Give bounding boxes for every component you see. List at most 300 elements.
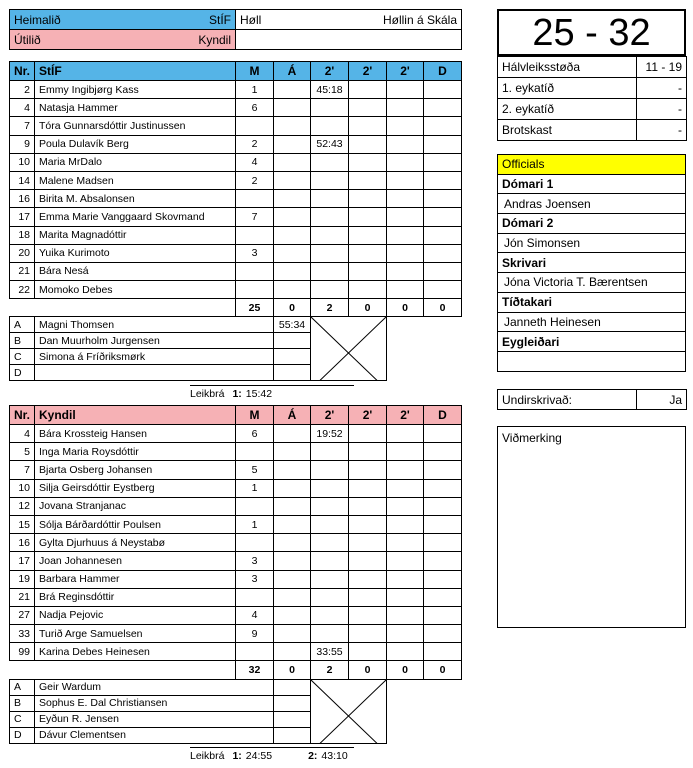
player-row xyxy=(10,117,462,135)
score-details-table xyxy=(497,56,687,141)
player-warning xyxy=(274,226,311,244)
player-suspension-2 xyxy=(349,226,387,244)
score-row xyxy=(498,120,687,141)
official-warning: 55:34 xyxy=(274,317,311,333)
player-number: 16 xyxy=(10,190,35,208)
player-suspension-1 xyxy=(311,461,349,479)
score-row xyxy=(498,78,687,99)
player-suspension-2 xyxy=(349,171,387,189)
officials-title: Officials xyxy=(498,155,686,175)
player-suspension-1 xyxy=(311,625,349,643)
player-goals: 1 xyxy=(236,515,274,533)
player-suspension-2 xyxy=(349,497,387,515)
player-suspension-2 xyxy=(349,135,387,153)
player-goals xyxy=(236,643,274,661)
match-header xyxy=(9,9,462,50)
player-name: Nadja Pejovic xyxy=(35,606,236,624)
player-suspension-1 xyxy=(311,443,349,461)
col-disqualification-header: D xyxy=(424,406,462,425)
team-official-row xyxy=(10,679,462,695)
player-number: 5 xyxy=(10,443,35,461)
official-code: B xyxy=(10,333,35,349)
player-suspension-3 xyxy=(387,552,424,570)
player-suspension-3 xyxy=(387,625,424,643)
player-suspension-3 xyxy=(387,244,424,262)
player-warning xyxy=(274,497,311,515)
player-goals: 3 xyxy=(236,570,274,588)
blank-area xyxy=(387,317,462,381)
player-suspension-3 xyxy=(387,643,424,661)
score-row-label: Hálvleiksstøða xyxy=(498,57,637,78)
venue-label: Høll xyxy=(240,12,262,27)
player-name: Bára Nesá xyxy=(35,262,236,280)
player-number: 33 xyxy=(10,625,35,643)
player-goals xyxy=(236,443,274,461)
player-number: 22 xyxy=(10,281,35,299)
away-team-name: Kyndil xyxy=(198,32,231,47)
player-disqualification xyxy=(424,570,462,588)
total-a: 0 xyxy=(274,299,311,317)
player-disqualification xyxy=(424,135,462,153)
cross-mark-icon xyxy=(311,680,386,744)
player-name: Gylta Djurhuus á Neystabø xyxy=(35,534,236,552)
player-disqualification xyxy=(424,153,462,171)
player-suspension-3 xyxy=(387,588,424,606)
player-number: 14 xyxy=(10,171,35,189)
score-row-label: Brotskast xyxy=(498,120,637,141)
player-row xyxy=(10,226,462,244)
player-suspension-1 xyxy=(311,281,349,299)
venue-name: Høllin á Skála xyxy=(382,12,457,27)
official-name: Magni Thomsen xyxy=(35,317,274,333)
col-suspension1-header: 2' xyxy=(311,406,349,425)
col-goals-header: M xyxy=(236,406,274,425)
crossed-out-box xyxy=(311,317,387,381)
player-name: Emma Marie Vanggaard Skovmand xyxy=(35,208,236,226)
total-m: 25 xyxy=(236,299,274,317)
player-suspension-3 xyxy=(387,425,424,443)
player-disqualification xyxy=(424,208,462,226)
official-person: Andras Joensen xyxy=(498,194,686,214)
col-suspension2-header: 2' xyxy=(349,406,387,425)
player-warning xyxy=(274,479,311,497)
player-row xyxy=(10,515,462,533)
player-name: Maria MrDalo xyxy=(35,153,236,171)
total-m: 32 xyxy=(236,661,274,679)
player-number: 4 xyxy=(10,425,35,443)
player-number: 10 xyxy=(10,479,35,497)
player-row xyxy=(10,135,462,153)
col-suspension1-header: 2' xyxy=(311,62,349,81)
player-row xyxy=(10,281,462,299)
total-s: 2 xyxy=(311,299,349,317)
col-suspension2-header: 2' xyxy=(349,62,387,81)
player-suspension-3 xyxy=(387,461,424,479)
player-warning xyxy=(274,117,311,135)
home-team-name: StÍF xyxy=(208,12,231,27)
player-number: 16 xyxy=(10,534,35,552)
player-disqualification xyxy=(424,425,462,443)
player-suspension-2 xyxy=(349,570,387,588)
official-code: C xyxy=(10,711,35,727)
player-goals: 2 xyxy=(236,135,274,153)
player-disqualification xyxy=(424,534,462,552)
player-suspension-1 xyxy=(311,190,349,208)
official-code: A xyxy=(10,317,35,333)
score-row-value: - xyxy=(637,120,687,141)
player-disqualification xyxy=(424,262,462,280)
player-disqualification xyxy=(424,171,462,189)
player-warning xyxy=(274,552,311,570)
player-suspension-1 xyxy=(311,226,349,244)
player-disqualification xyxy=(424,479,462,497)
player-name: Momoko Debes xyxy=(35,281,236,299)
player-suspension-1 xyxy=(311,515,349,533)
player-row xyxy=(10,497,462,515)
player-suspension-1 xyxy=(311,208,349,226)
col-suspension3-header: 2' xyxy=(387,406,424,425)
player-warning xyxy=(274,190,311,208)
col-nr-header: Nr. xyxy=(10,406,35,425)
player-row xyxy=(10,643,462,661)
player-name: Brá Reginsdóttir xyxy=(35,588,236,606)
player-row xyxy=(10,425,462,443)
player-warning xyxy=(274,570,311,588)
player-warning xyxy=(274,461,311,479)
col-warning-header: Á xyxy=(274,406,311,425)
crossed-out-box xyxy=(311,679,387,743)
player-number: 17 xyxy=(10,208,35,226)
player-disqualification xyxy=(424,81,462,99)
official-code: C xyxy=(10,349,35,365)
player-suspension-3 xyxy=(387,497,424,515)
away-timeouts xyxy=(190,747,354,762)
total-d: 0 xyxy=(424,661,462,679)
official-warning xyxy=(274,727,311,743)
timeout-label: Leikbrá xyxy=(190,749,225,762)
official-warning xyxy=(274,333,311,349)
player-goals xyxy=(236,117,274,135)
player-suspension-2 xyxy=(349,443,387,461)
player-name: Marita Magnadóttir xyxy=(35,226,236,244)
player-row xyxy=(10,153,462,171)
official-name: Dávur Clementsen xyxy=(35,727,274,743)
player-suspension-2 xyxy=(349,588,387,606)
player-row xyxy=(10,208,462,226)
player-suspension-1 xyxy=(311,606,349,624)
player-suspension-2 xyxy=(349,461,387,479)
player-suspension-3 xyxy=(387,153,424,171)
player-disqualification xyxy=(424,443,462,461)
player-disqualification xyxy=(424,281,462,299)
player-disqualification xyxy=(424,117,462,135)
player-name: Bjarta Osberg Johansen xyxy=(35,461,236,479)
player-suspension-3 xyxy=(387,171,424,189)
player-suspension-2 xyxy=(349,643,387,661)
score-row-value: - xyxy=(637,78,687,99)
player-suspension-3 xyxy=(387,443,424,461)
player-suspension-2 xyxy=(349,425,387,443)
player-name: Malene Madsen xyxy=(35,171,236,189)
player-number: 4 xyxy=(10,99,35,117)
player-goals: 3 xyxy=(236,244,274,262)
player-disqualification xyxy=(424,190,462,208)
timeout-label: Leikbrá xyxy=(190,387,225,400)
official-name xyxy=(35,365,274,381)
player-suspension-3 xyxy=(387,515,424,533)
player-goals: 5 xyxy=(236,461,274,479)
player-number: 9 xyxy=(10,135,35,153)
official-warning xyxy=(274,711,311,727)
player-suspension-1 xyxy=(311,534,349,552)
home-players-table xyxy=(9,61,462,381)
player-goals: 4 xyxy=(236,606,274,624)
player-number: 7 xyxy=(10,461,35,479)
player-number: 20 xyxy=(10,244,35,262)
totals-empty xyxy=(10,299,236,317)
player-suspension-2 xyxy=(349,479,387,497)
player-goals xyxy=(236,281,274,299)
player-goals: 4 xyxy=(236,153,274,171)
player-warning xyxy=(274,81,311,99)
player-warning xyxy=(274,153,311,171)
player-suspension-3 xyxy=(387,135,424,153)
player-goals: 6 xyxy=(236,425,274,443)
player-suspension-2 xyxy=(349,153,387,171)
official-code: D xyxy=(10,727,35,743)
player-suspension-1 xyxy=(311,479,349,497)
score-row xyxy=(498,99,687,120)
player-name: Silja Geirsdóttir Eystberg xyxy=(35,479,236,497)
player-name: Joan Johannesen xyxy=(35,552,236,570)
col-nr-header: Nr. xyxy=(10,62,35,81)
player-warning xyxy=(274,281,311,299)
venue-cell xyxy=(236,10,462,30)
player-number: 27 xyxy=(10,606,35,624)
player-goals: 6 xyxy=(236,99,274,117)
player-row xyxy=(10,190,462,208)
player-suspension-1: 33:55 xyxy=(311,643,349,661)
player-suspension-3 xyxy=(387,479,424,497)
official-name: Eyðun R. Jensen xyxy=(35,711,274,727)
player-row xyxy=(10,625,462,643)
player-suspension-2 xyxy=(349,262,387,280)
col-warning-header: Á xyxy=(274,62,311,81)
official-name: Simona á Fríðriksmørk xyxy=(35,349,274,365)
player-number: 21 xyxy=(10,588,35,606)
player-number: 2 xyxy=(10,81,35,99)
player-disqualification xyxy=(424,244,462,262)
player-disqualification xyxy=(424,461,462,479)
player-suspension-2 xyxy=(349,625,387,643)
player-number: 19 xyxy=(10,570,35,588)
player-suspension-2 xyxy=(349,117,387,135)
player-row xyxy=(10,262,462,280)
col-disqualification-header: D xyxy=(424,62,462,81)
official-role: Tíðtakari xyxy=(498,292,686,312)
player-suspension-2 xyxy=(349,244,387,262)
remark-box xyxy=(497,426,686,628)
player-row xyxy=(10,171,462,189)
player-warning xyxy=(274,625,311,643)
player-suspension-1 xyxy=(311,262,349,280)
player-goals: 1 xyxy=(236,81,274,99)
player-number: 18 xyxy=(10,226,35,244)
official-warning xyxy=(274,349,311,365)
player-disqualification xyxy=(424,643,462,661)
player-disqualification xyxy=(424,497,462,515)
timeout-number: 1: xyxy=(232,387,242,400)
player-name: Turið Arge Samuelsen xyxy=(35,625,236,643)
team-name-header: Kyndil xyxy=(35,406,236,425)
player-name: Karina Debes Heinesen xyxy=(35,643,236,661)
score-row-value: 11 - 19 xyxy=(637,57,687,78)
player-suspension-3 xyxy=(387,208,424,226)
player-suspension-2 xyxy=(349,190,387,208)
player-goals xyxy=(236,190,274,208)
home-label: Heimalið xyxy=(14,12,61,27)
player-disqualification xyxy=(424,606,462,624)
player-suspension-2 xyxy=(349,81,387,99)
player-suspension-1 xyxy=(311,171,349,189)
player-goals xyxy=(236,226,274,244)
signed-table xyxy=(497,389,687,410)
header-empty-cell xyxy=(236,30,462,50)
player-name: Sólja Bárðardóttir Poulsen xyxy=(35,515,236,533)
player-suspension-3 xyxy=(387,190,424,208)
cross-mark-icon xyxy=(311,317,386,381)
officials-table xyxy=(497,154,686,372)
player-warning xyxy=(274,135,311,153)
official-code: D xyxy=(10,365,35,381)
official-role: Dómari 2 xyxy=(498,214,686,234)
total-a: 0 xyxy=(274,661,311,679)
player-disqualification xyxy=(424,588,462,606)
player-name: Emmy Ingibjørg Kass xyxy=(35,81,236,99)
total-s2: 0 xyxy=(349,661,387,679)
signed-value: Ja xyxy=(637,390,687,410)
player-suspension-1 xyxy=(311,497,349,515)
player-goals: 1 xyxy=(236,479,274,497)
signed-label: Undirskrivað: xyxy=(498,390,637,410)
away-team-cell xyxy=(10,30,236,50)
player-row xyxy=(10,552,462,570)
official-name: Sophus E. Dal Christiansen xyxy=(35,695,274,711)
official-warning xyxy=(274,695,311,711)
player-disqualification xyxy=(424,552,462,570)
player-number: 17 xyxy=(10,552,35,570)
total-s3: 0 xyxy=(387,299,424,317)
official-code: B xyxy=(10,695,35,711)
player-suspension-1 xyxy=(311,552,349,570)
player-number: 7 xyxy=(10,117,35,135)
player-suspension-2 xyxy=(349,534,387,552)
official-person xyxy=(498,351,686,371)
player-suspension-1 xyxy=(311,153,349,171)
player-row xyxy=(10,588,462,606)
player-name: Natasja Hammer xyxy=(35,99,236,117)
player-name: Barbara Hammer xyxy=(35,570,236,588)
player-warning xyxy=(274,244,311,262)
player-number: 99 xyxy=(10,643,35,661)
official-name: Geir Wardum xyxy=(35,679,274,695)
player-suspension-3 xyxy=(387,226,424,244)
player-row xyxy=(10,479,462,497)
player-suspension-1: 52:43 xyxy=(311,135,349,153)
player-name: Birita M. Absalonsen xyxy=(35,190,236,208)
player-suspension-1 xyxy=(311,117,349,135)
player-warning xyxy=(274,643,311,661)
blank-area xyxy=(387,679,462,743)
player-name: Inga Maria Roysdóttir xyxy=(35,443,236,461)
official-name: Dan Muurholm Jurgensen xyxy=(35,333,274,349)
total-d: 0 xyxy=(424,299,462,317)
player-goals xyxy=(236,588,274,606)
player-suspension-2 xyxy=(349,552,387,570)
timeout-number: 1: xyxy=(232,749,242,762)
player-warning xyxy=(274,171,311,189)
col-goals-header: M xyxy=(236,62,274,81)
player-row xyxy=(10,99,462,117)
away-label: Útilið xyxy=(14,32,41,47)
player-warning xyxy=(274,588,311,606)
player-warning xyxy=(274,425,311,443)
total-s3: 0 xyxy=(387,661,424,679)
official-warning xyxy=(274,365,311,381)
player-disqualification xyxy=(424,515,462,533)
player-suspension-2 xyxy=(349,208,387,226)
player-number: 12 xyxy=(10,497,35,515)
player-number: 15 xyxy=(10,515,35,533)
player-name: Jovana Stranjanac xyxy=(35,497,236,515)
official-person: Janneth Heinesen xyxy=(498,312,686,332)
official-role: Skrivari xyxy=(498,253,686,273)
player-goals xyxy=(236,534,274,552)
final-score: 25 - 32 xyxy=(497,9,686,56)
away-players-table xyxy=(9,405,462,744)
player-number: 21 xyxy=(10,262,35,280)
score-row xyxy=(498,57,687,78)
remark-label: Viðmerking xyxy=(502,431,562,445)
player-suspension-1: 19:52 xyxy=(311,425,349,443)
team-official-row xyxy=(10,317,462,333)
official-person: Jóna Victoria T. Bærentsen xyxy=(498,273,686,293)
player-suspension-1 xyxy=(311,570,349,588)
player-row xyxy=(10,534,462,552)
score-row-label: 2. eykatíð xyxy=(498,99,637,120)
player-goals: 2 xyxy=(236,171,274,189)
player-warning xyxy=(274,208,311,226)
player-number: 10 xyxy=(10,153,35,171)
player-suspension-1 xyxy=(311,588,349,606)
score-row-value: - xyxy=(637,99,687,120)
home-timeouts xyxy=(190,385,354,400)
player-warning xyxy=(274,99,311,117)
player-warning xyxy=(274,606,311,624)
player-warning xyxy=(274,443,311,461)
totals-row xyxy=(10,299,462,317)
player-suspension-2 xyxy=(349,99,387,117)
player-goals: 9 xyxy=(236,625,274,643)
player-suspension-3 xyxy=(387,281,424,299)
player-suspension-2 xyxy=(349,606,387,624)
player-suspension-2 xyxy=(349,515,387,533)
player-name: Tóra Gunnarsdóttir Justinussen xyxy=(35,117,236,135)
player-name: Bára Krossteig Hansen xyxy=(35,425,236,443)
col-suspension3-header: 2' xyxy=(387,62,424,81)
official-person: Jón Simonsen xyxy=(498,233,686,253)
timeout-number: 2: xyxy=(308,749,318,762)
